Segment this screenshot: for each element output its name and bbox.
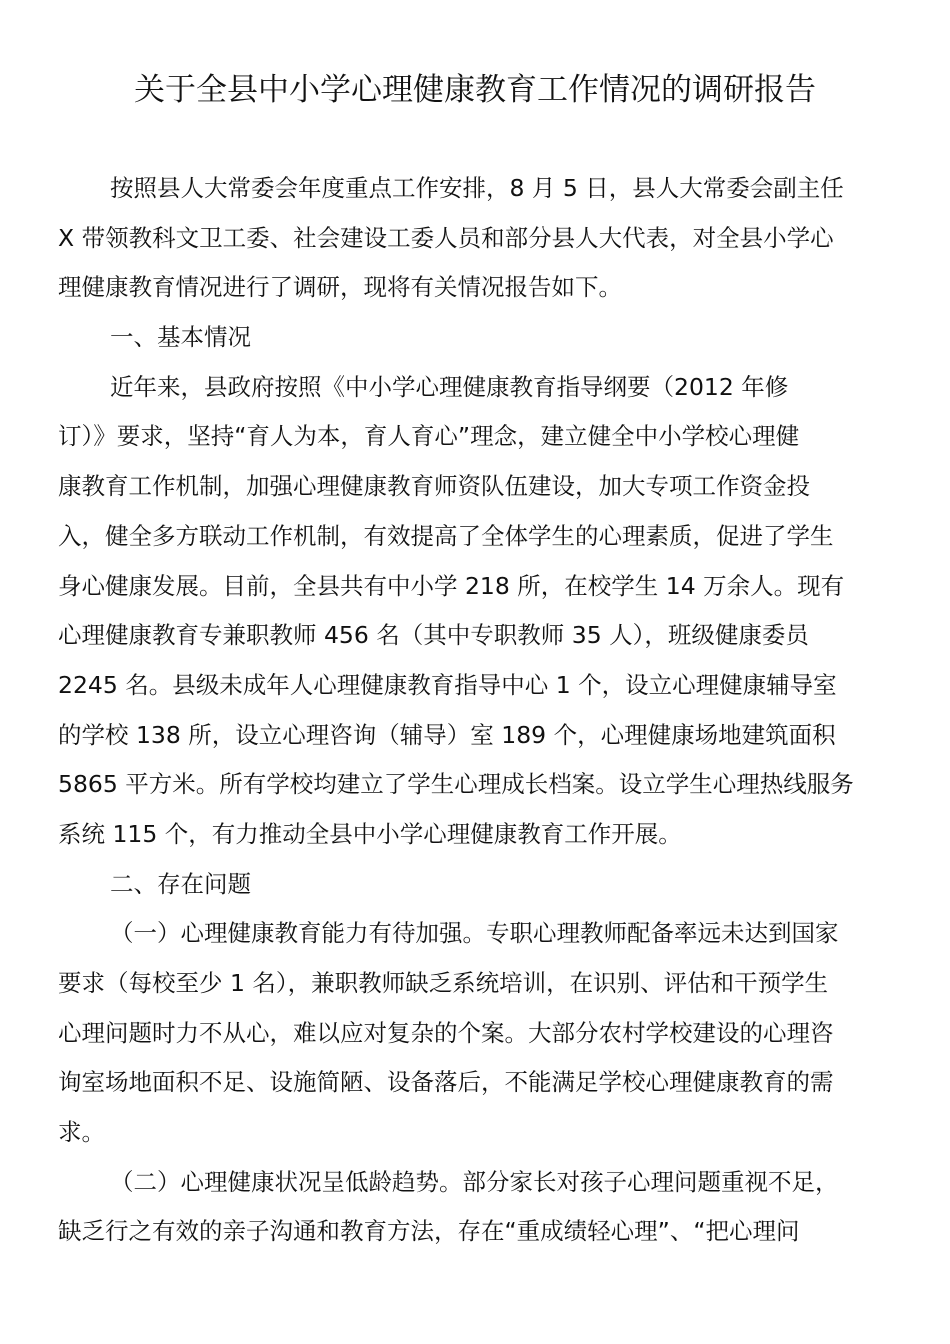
text-line: 缺乏行之有效的亲子沟通和教育方法，存在“重成绩轻心理”、“把心理问 [58, 1217, 800, 1246]
text-line: 系统 115 个，有力推动全县中小学心理健康教育工作开展。 [58, 819, 682, 848]
text-line: 询室场地面积不足、设施简陋、设备落后，不能满足学校心理健康教育的需 [58, 1068, 834, 1097]
text-line: 近年来，县政府按照《中小学心理健康教育指导纲要（2012 年修 [110, 372, 789, 401]
text-line: 身心健康发展。目前，全县共有中小学 218 所，在校学生 14 万余人。现有 [58, 571, 845, 600]
text-line: 心理健康教育专兼职教师 456 名（其中专职教师 35 人），班级健康委员 [58, 621, 809, 650]
text-line: 一、基本情况 [110, 323, 251, 352]
text-line: 求。 [58, 1118, 105, 1147]
text-line: 按照县人大常委会年度重点工作安排，8 月 5 日，县人大常委会副主任 [110, 174, 844, 202]
document-body [58, 164, 898, 1257]
text-line: 入，健全多方联动工作机制，有效提高了全体学生的心理素质，促进了学生 [58, 521, 834, 550]
text-line: 理健康教育情况进行了调研，现将有关情况报告如下。 [58, 273, 622, 302]
text-line: 5865 平方米。所有学校均建立了学生心理成长档案。设立学生心理热线服务 [58, 770, 854, 799]
text-line: 2245 名。县级未成年人心理健康教育指导中心 1 个，设立心理健康辅导室 [58, 670, 837, 699]
text-line: 要求（每校至少 1 名），兼职教师缺乏系统培训，在识别、评估和干预学生 [58, 969, 829, 997]
text-line: X 带领教科文卫工委、社会建设工委人员和部分县人大代表，对全县小学心 [58, 223, 834, 252]
text-line: 订）》要求，坚持“育人为本，育人育心”理念，建立健全中小学校心理健 [58, 422, 800, 451]
text-line: 康教育工作机制，加强心理健康教育师资队伍建设，加大专项工作资金投 [58, 472, 810, 501]
text-line: （一）心理健康教育能力有待加强。专职心理教师配备率远未达到国家 [110, 919, 839, 948]
document-title: 关于全县中小学心理健康教育工作情况的调研报告 [134, 72, 816, 108]
text-line: 二、存在问题 [110, 869, 251, 898]
text-line: （二）心理健康状况呈低龄趋势。部分家长对孩子心理问题重视不足， [110, 1167, 839, 1196]
text-line: 心理问题时力不从心，难以应对复杂的个案。大部分农村学校建设的心理咨 [58, 1018, 834, 1047]
text-line: 的学校 138 所，设立心理咨询（辅导）室 189 个，心理健康场地建筑面积 [58, 720, 836, 749]
